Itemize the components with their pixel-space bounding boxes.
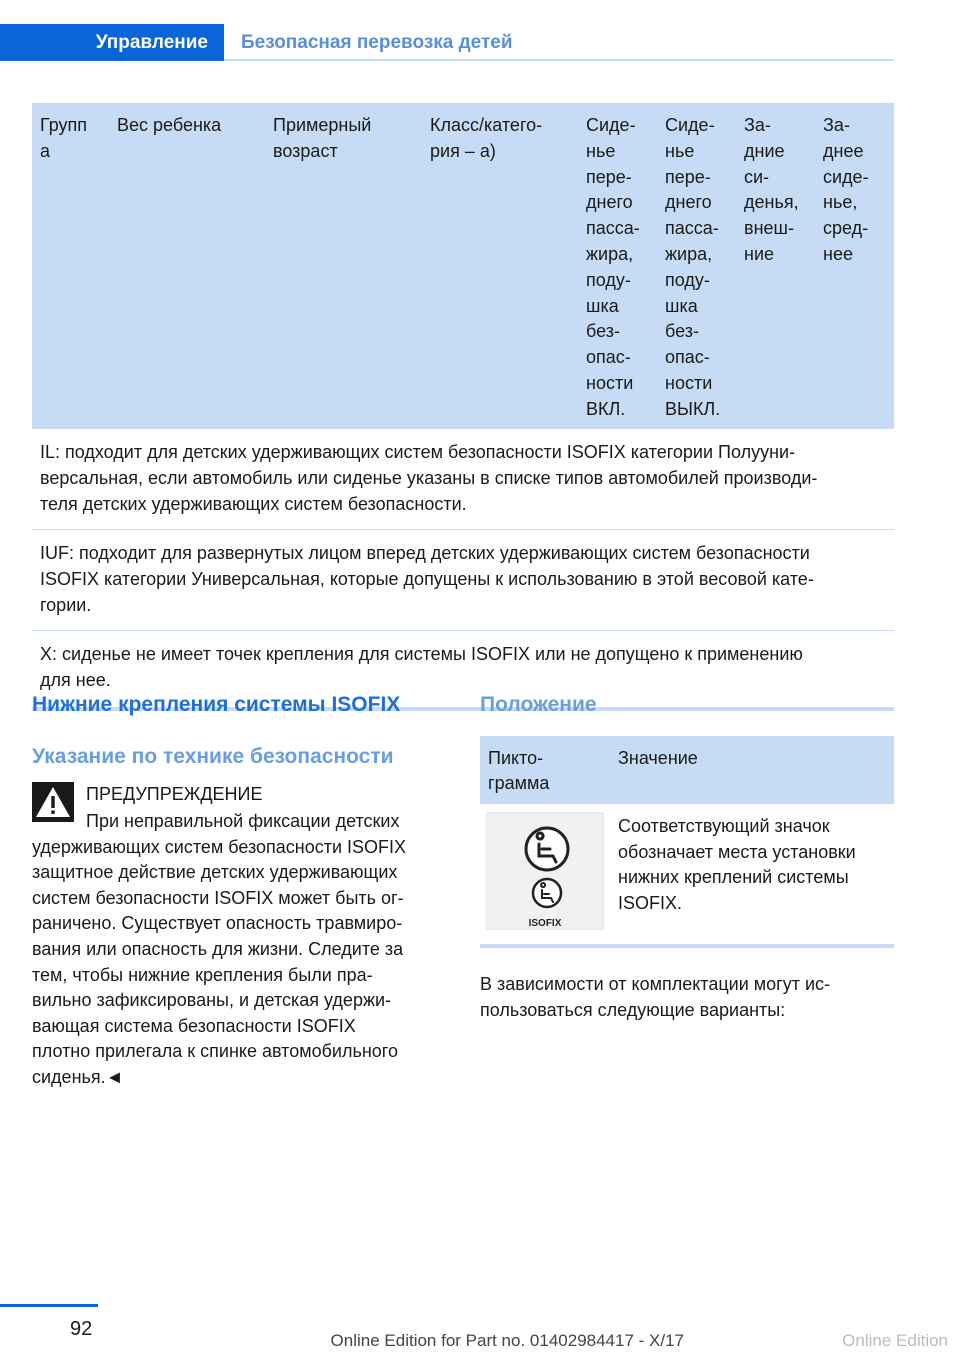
pictogram-cell [480,804,610,946]
pictogram-label: ISOFIX [528,918,562,929]
subsection-heading: Указание по технике безопасности [32,745,394,768]
right-column [480,690,894,1023]
table-header-row [480,736,894,804]
note-il: IL: подходит для детских удерживающих систем безопасности ISOFIX категории Полууни- версальная, если автомобиль или сиденье указаны в списке типов автомобилей производи- теля детских удерживающих систем безопасности. [32,429,894,530]
pictogram-table [480,736,894,948]
table-row [32,529,894,630]
col-front-airbag-on: Сиде- нье пере- днего пасса- жира, поду- шка без- опас- ности ВКЛ. [578,103,657,429]
col-front-airbag-off: Сиде- нье пере- днего пасса- жира, поду- шка без- опас- ности ВЫКЛ. [657,103,736,429]
note-x: X: сиденье не имеет точек крепления для системы ISOFIX или не допущено к применению для нее. [32,630,894,709]
page-number: 92 [70,1318,93,1340]
section-label: Управление [95,31,208,53]
variants-text: В зависимости от комплектации могут ис- пользоваться следующие варианты: [480,974,831,1020]
table-header-row [32,103,894,429]
page-header [0,24,894,61]
warning-title: ПРЕДУПРЕЖДЕНИЕ [86,784,263,804]
col-rear-middle: За- днее сиде- нье, сред- нее [815,103,894,429]
left-column [32,690,446,1091]
col-meaning: Значение [610,736,894,804]
position-heading: Положение [480,693,597,716]
col-rear-outer: За- дние си- денья, внеш- ние [736,103,815,429]
col-pictogram: Пикто- грамма [480,736,610,804]
warning-icon [32,782,74,822]
warning-block [32,782,446,1091]
col-age: Примерный возраст [265,103,422,429]
section-tab[interactable] [0,24,224,61]
brand-watermark: Online Edition [842,1331,948,1350]
note-iuf: IUF: подходит для развернутых лицом вперед детских удерживающих систем безопасности ISOFIX категории Универсальная, которые допущены к использованию в этой весовой кате- гории. [32,529,894,630]
col-class: Класс/катего- рия – а) [422,103,578,429]
table-row [480,804,894,946]
footer-rule [0,1304,98,1307]
warning-text: При неправильной фиксации детских удерживающих систем безопасности ISOFIX защитное действие детских удерживающих систем безопасности ISOFIX может быть ог- раничено. Существует опасность травмиро- вания или опасность для жизни. Следите за тем, чтобы нижние крепления были пра- вильно зафиксированы, и детская удержи- вающая система безопасности ISOFIX плотно прилегала к спинке автомобильного сиденья.◄ [32,811,407,1087]
meaning-cell: Соответствующий значок обозначает места установки нижних креплений системы ISOFIX. [610,804,894,946]
header-divider [224,59,894,61]
col-weight: Вес ребенка [109,103,265,429]
child-seat-table [32,103,894,711]
isofix-pictogram [486,812,604,930]
section-heading: Нижние крепления системы ISOFIX [32,693,401,716]
table-row [32,429,894,530]
edition-text: Online Edition for Part no. 01402984417 - X/17 [330,1331,684,1350]
col-group: Групп а [32,103,109,429]
breadcrumb[interactable]: Безопасная перевозка детей [241,32,513,53]
